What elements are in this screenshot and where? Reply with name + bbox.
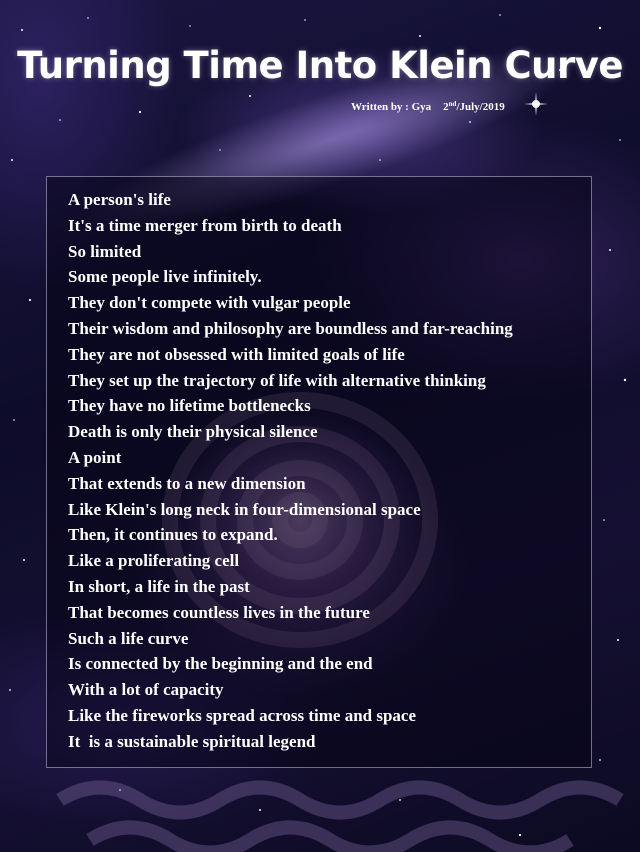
- poem-line: Like a proliferating cell: [68, 551, 240, 571]
- poem-line: Then, it continues to expand.: [68, 525, 278, 545]
- poem-line: That extends to a new dimension: [68, 473, 306, 493]
- poem-line: They set up the trajectory of life with alternative thinking: [68, 370, 486, 390]
- poem-line: It is a sustainable spiritual legend: [68, 731, 316, 751]
- author-text: Written by : Gya: [351, 101, 432, 113]
- date-suffix: nd: [448, 100, 457, 108]
- poem-line: Such a life curve: [68, 628, 189, 648]
- poem-line: Like Klein's long neck in four-dimensional space: [68, 499, 421, 519]
- poem-line: Their wisdom and philosophy are boundless and far-reaching: [68, 318, 513, 338]
- date-rest: /July/2019: [456, 101, 505, 113]
- poem-line: They don't compete with vulgar people: [68, 293, 351, 313]
- poem-line: Like the fireworks spread across time and space: [68, 705, 417, 725]
- poem-line: Death is only their physical silence: [68, 422, 318, 442]
- poem-line: Is connected by the beginning and the end: [68, 654, 373, 674]
- poem-line: So limited: [68, 241, 142, 261]
- poem-line: With a lot of capacity: [68, 680, 224, 700]
- poem-line: A point: [68, 447, 122, 467]
- poem-line: Some people live infinitely.: [68, 267, 262, 287]
- poem-line: In short, a life in the past: [68, 576, 250, 596]
- star-flare-icon: [524, 92, 548, 116]
- page-title: Turning Time Into Klein Curve: [17, 44, 623, 87]
- poem-line: They are not obsessed with limited goals of life: [68, 344, 405, 364]
- poem-line: It's a time merger from birth to death: [68, 215, 342, 235]
- poem-line: They have no lifetime bottlenecks: [68, 396, 311, 416]
- poem-line: A person's life: [68, 190, 171, 209]
- poem-lines: [68, 187, 513, 755]
- poem-box: [46, 176, 592, 768]
- date-day: 2: [443, 101, 449, 113]
- poem-line: That becomes countless lives in the future: [68, 602, 370, 622]
- byline: [351, 100, 505, 113]
